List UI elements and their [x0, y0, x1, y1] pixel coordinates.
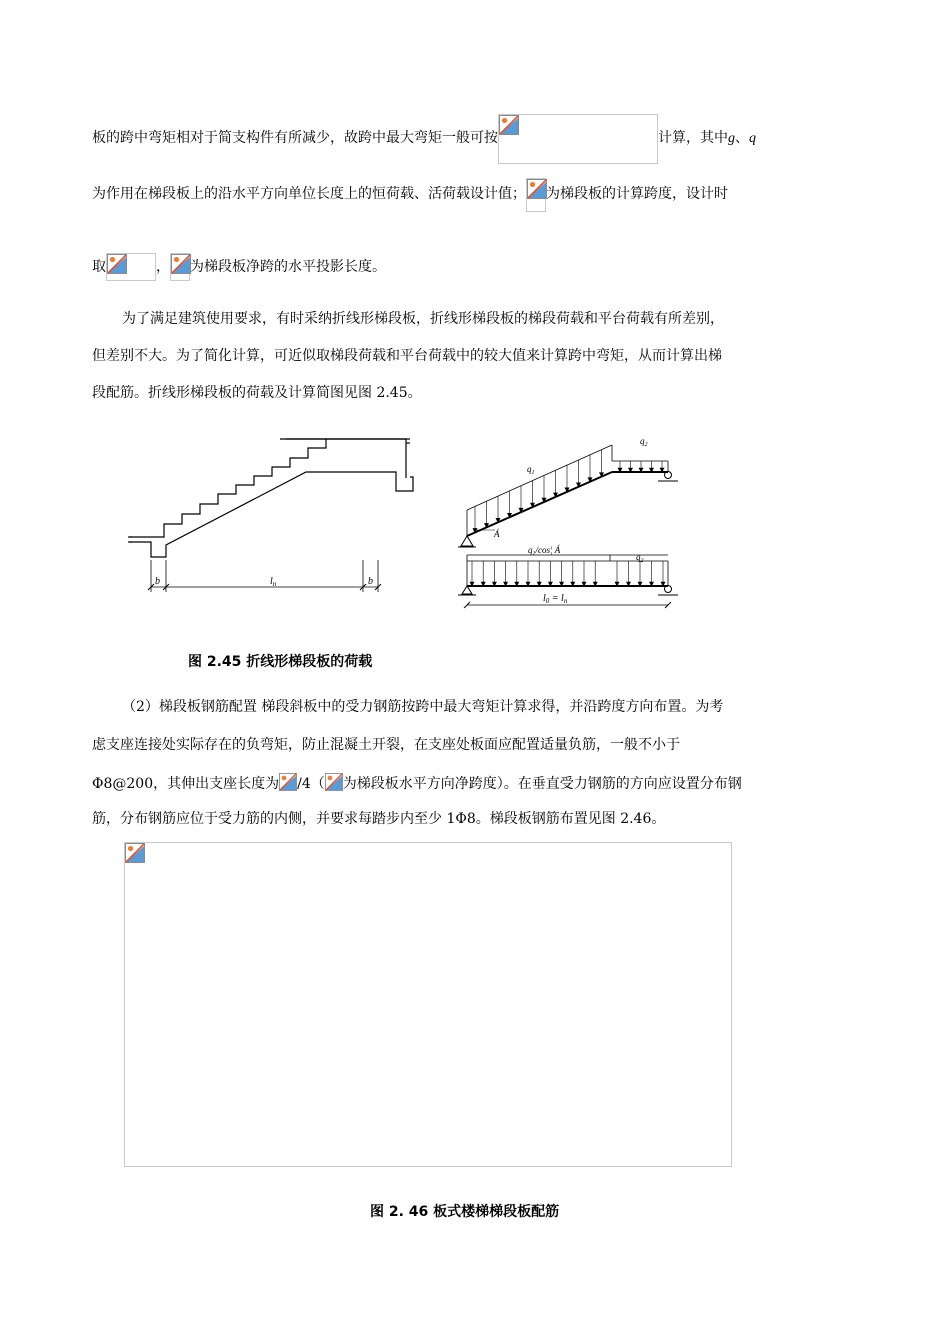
- para2-line3: 段配筋。折线形梯段板的荷载及计算简图见图 2.45。: [92, 385, 422, 401]
- broken-image-icon: [279, 772, 297, 792]
- broken-image-icon: [527, 179, 547, 199]
- beam-load-arrows: [470, 561, 665, 586]
- label-span: $l_0 = l_n$: [543, 593, 568, 605]
- para3-line2: 虑支座连接处实际存在的负弯矩，防止混凝土开裂，在支座处板面应配置适量负筋，一般不小于: [92, 737, 680, 753]
- ln-symbol-image: [279, 772, 297, 792]
- para1-text-2b: 为梯段板的计算跨度，设计时: [546, 186, 728, 202]
- q-symbol: q: [749, 131, 756, 146]
- inclined-load-arrows: [473, 450, 604, 533]
- label-q2-upper: $q_2$: [640, 436, 648, 448]
- broken-image-icon: [325, 772, 343, 792]
- para1-comma: ，: [156, 259, 170, 275]
- ln-symbol-image: [170, 253, 190, 281]
- figure-2-46-image: [124, 842, 732, 1167]
- para1-text-3a: 取: [92, 259, 106, 275]
- broken-image-icon: [125, 843, 145, 863]
- l0-symbol-image: [526, 178, 546, 212]
- label-q2-lower: $q_2$: [636, 552, 644, 564]
- figure-2-45: [120, 430, 700, 615]
- para1-line2: [92, 178, 728, 212]
- para2-line2: 但差别不大。为了简化计算，可近似取梯段荷载和平台荷载中的较大值来计算跨中弯矩，从而计算出梯: [92, 348, 722, 364]
- label-q1-cos: $q_1/\cos¦$ Á: [528, 545, 561, 557]
- ln-symbol-image: [325, 772, 343, 792]
- para1-line1: [92, 114, 756, 164]
- para2-line1: 为了满足建筑使用要求，有时采纳折线形梯段板，折线形梯段板的梯段荷载和平台荷载有所差别，: [122, 311, 724, 327]
- dim-b-left: b: [155, 576, 160, 587]
- moment-formula-image: [498, 114, 658, 164]
- l0-equals-ln-image: [106, 253, 156, 281]
- para1-line3: [92, 253, 386, 281]
- support-pin-top: [458, 472, 678, 548]
- label-angle: Á: [494, 529, 500, 539]
- dim-ln: $l_n$: [270, 576, 277, 588]
- para3-text-3c: 为梯段板水平方向净跨度）。在垂直受力钢筋的方向应设置分布钢: [342, 776, 742, 792]
- platform-load-arrows: [618, 461, 664, 472]
- para1-text-3b: 为梯段板净跨的水平投影长度。: [190, 259, 386, 275]
- para3-text-3a: Φ8@200，其伸出支座长度为: [92, 776, 280, 792]
- figure-2-46-caption: 图 2. 46 板式楼梯梯段板配筋: [370, 1204, 560, 1220]
- para3-line4: 筋，分布钢筋应位于受力筋的内侧，并要求每踏步内至少 1Φ8。梯段板钢筋布置见图 2.46。: [92, 811, 666, 827]
- para1-text-1a: 板的跨中弯矩相对于简支构件有所减少，故跨中最大弯矩一般可按: [92, 130, 498, 146]
- stair-slab-drawing: [128, 439, 413, 592]
- g-symbol: g: [728, 131, 735, 146]
- para3-line3: [92, 772, 742, 794]
- para3-text-3b: /4（: [297, 776, 325, 792]
- broken-image-icon: [107, 254, 127, 274]
- simple-beam: [458, 555, 678, 608]
- broken-image-icon: [499, 115, 519, 135]
- para1-text-1b: 计算，其中: [658, 130, 728, 146]
- dim-b-right: b: [368, 576, 373, 587]
- para3-line1: （2）梯段板钢筋配置 梯段斜板中的受力钢筋按跨中最大弯矩计算求得，并沿跨度方向布置。为考: [122, 699, 724, 715]
- para1-sep: 、: [735, 130, 749, 146]
- figure-2-45-caption: 图 2.45 折线形梯段板的荷载: [188, 654, 373, 670]
- para1-text-2a: 为作用在梯段板上的沿水平方向单位长度上的恒荷载、活荷载设计值；: [92, 186, 526, 202]
- broken-image-icon: [171, 254, 191, 274]
- label-q1-upper: $q_1$: [527, 464, 535, 476]
